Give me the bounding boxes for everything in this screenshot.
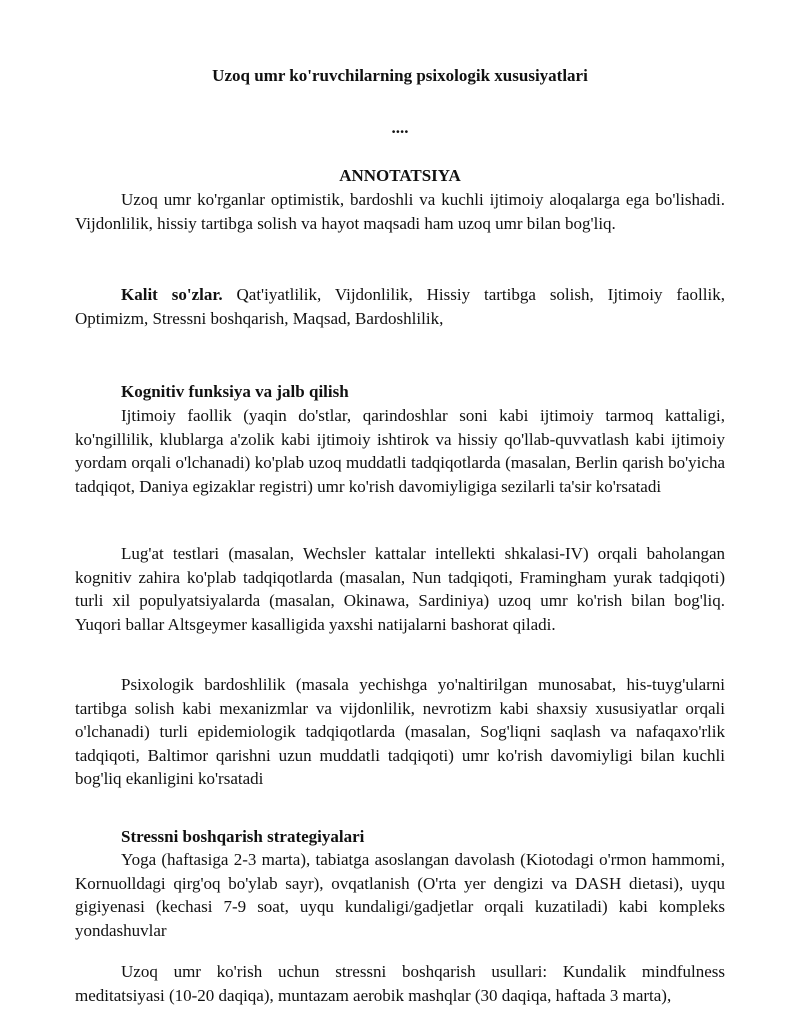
- document-title: Uzoq umr ko'ruvchilarning psixologik xususiyatlari: [212, 66, 588, 85]
- author-placeholder: ....: [391, 118, 409, 137]
- section-heading-stress: Stressni boshqarish strategiyalari: [121, 827, 365, 846]
- annotation-paragraph: Uzoq umr ko'rganlar optimistik, bardoshli va kuchli ijtimoiy aloqalarga ega bo'lishadi. Vijdonlilik, hissiy tartibga solish va hayot maqsadi ham uzoq umr bilan bog'liq.: [75, 190, 725, 233]
- section-heading-cognitive: Kognitiv funksiya va jalb qilish: [121, 382, 349, 401]
- keywords-label: Kalit so'zlar.: [121, 285, 223, 304]
- body-paragraph: Ijtimoiy faollik (yaqin do'stlar, qarindoshlar soni kabi ijtimoiy tarmoq kattaligi, ko'ngillilik, klublarga a'zolik kabi ijtimoiy ishtirok va hissiy qo'llab-quvvatlash kabi ijtimoiy yordam orqali o'lchanadi) ko'plab uzoq muddatli tadqiqotlarda (masalan, Berlin qarish bo'yicha tadqiqot, Daniya egizaklar registri) umr ko'rish davomiyligiga sezilarli ta'sir ko'rsatadi: [75, 406, 725, 496]
- body-paragraph: Lug'at testlari (masalan, Wechsler kattalar intellekti shkalasi-IV) orqali baholangan kognitiv zahira ko'plab tadqiqotlarda (masalan, Nun tadqiqoti, Framingham yurak tadqiqoti) turli xil populyatsiyalarda (masalan, Okinawa, Sardiniya) uzoq umr ko'rish bilan bog'liq. Yuqori ballar Altsgeymer kasalligida yaxshi natijalarni bashorat qiladi.: [75, 544, 725, 634]
- keywords-paragraph: [75, 283, 725, 330]
- keywords-list: Qat'iyatlilik, Vijdonlilik, Hissiy tartibga solish, Ijtimoiy faollik, Optimizm, Stressni boshqarish, Maqsad, Bardoshlilik,: [75, 285, 725, 328]
- body-paragraph: Yoga (haftasiga 2-3 marta), tabiatga asoslangan davolash (Kiotodagi o'rmon hammomi, Kornuolldagi qirg'oq bo'ylab sayr), ovqatlanish (O'rta yer dengizi va DASH dietasi), uyqu gigiyenasi (kechasi 7-9 soat, uyqu kundaligi/gadjetlar orqali kuzatiladi) kabi kompleks yondashuvlar: [75, 850, 725, 940]
- annotation-heading: ANNOTATSIYA: [339, 166, 461, 185]
- body-paragraph: Uzoq umr ko'rish uchun stressni boshqarish usullari: Kundalik mindfulness meditatsiyasi (10-20 daqiqa), muntazam aerobik mashqlar (30 daqiqa, haftada 3 marta),: [75, 962, 725, 1005]
- body-paragraph: Psixologik bardoshlilik (masala yechishga yo'naltirilgan munosabat, his-tuyg'ularni tartibga solish kabi mexanizmlar va vijdonlilik, nevrotizm kabi shaxsiy xususiyatlar orqali o'lchanadi) turli epidemiologik tadqiqotlarda (masalan, Sog'liqni saqlash va nafaqaxo'rlik tadqiqoti, Baltimor qarishni uzun muddatli tadqiqoti) umr ko'rish davomiyligi bilan kuchli bog'liq ekanligini ko'rsatadi: [75, 675, 725, 788]
